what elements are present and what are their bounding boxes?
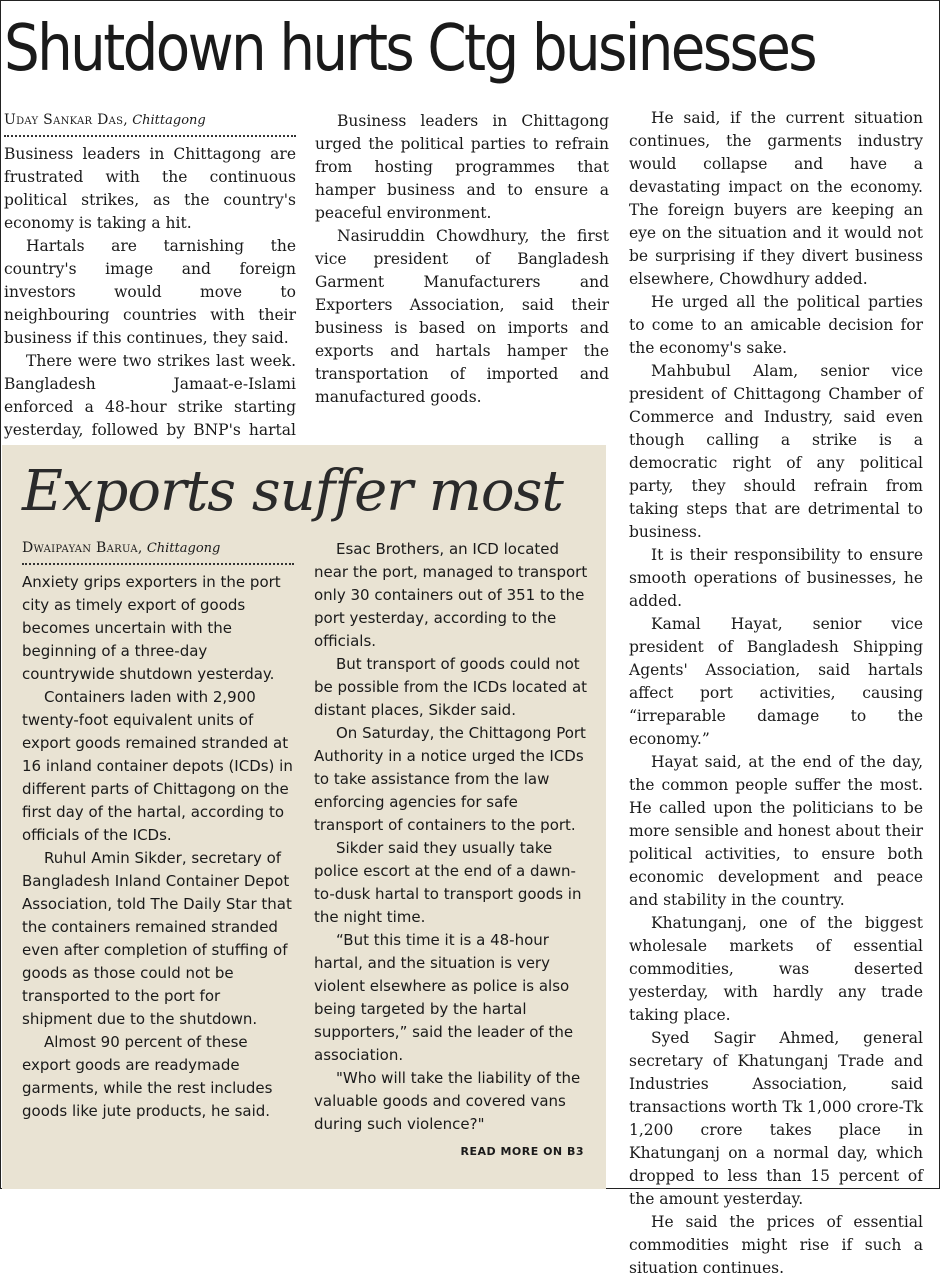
paragraph: Business leaders in Chittagong urged the political parties to refrain from hosting programmes that hamper business and to ensure a peaceful environment. [315, 112, 609, 222]
sidebar-column-2 [314, 538, 590, 1178]
main-byline [4, 110, 296, 131]
main-story-column-2 [315, 110, 609, 440]
paragraph: Business leaders in Chittagong are frustrated with the continuous political strikes, as the country's economy is taking a hit. [4, 145, 296, 232]
main-byline-name: Uday Sankar Das, [4, 112, 129, 128]
paragraph: Hayat said, at the end of the day, the common people suffer the most. He called upon the politicians to be more sensible and honest about their political activities, to ensure both economic development and peace and stability in the country. [629, 753, 923, 909]
paragraph: He said, if the current situation continues, the garments industry would collapse and have a devastating impact on the economy. The foreign buyers are keeping an eye on the situation and it would not be surprising if they divert business elsewhere, Chowdhury added. [629, 109, 923, 288]
paragraph: But transport of goods could not be possible from the ICDs located at distant places, Sikder said. [314, 655, 588, 719]
read-more-link[interactable]: READ MORE ON B3 [460, 1145, 584, 1158]
paragraph: It is their responsibility to ensure smooth operations of businesses, he added. [629, 546, 923, 610]
paragraph: Nasiruddin Chowdhury, the first vice president of Bangladesh Garment Manufacturers and Exporters Association, said their business is based on imports and exports and hartals hamper the transportation of imported and manufactured goods. [315, 227, 609, 406]
sidebar-byline-place: Chittagong [146, 541, 221, 556]
paragraph: Hartals are tarnishing the country's image and foreign investors would move to neighbouring countries with their business if this continues, they said. [4, 237, 296, 347]
paragraph: Ruhul Amin Sikder, secretary of Bangladesh Inland Container Depot Association, told The Daily Star that the containers remained stranded even after completion of stuffing of goods as those could not be transported to the port for shipment due to the shutdown. [22, 849, 292, 1028]
paragraph: On Saturday, the Chittagong Port Authority in a notice urged the ICDs to take assistance from the law enforcing agencies for safe transport of containers to the port. [314, 724, 586, 834]
paragraph: Esac Brothers, an ICD located near the port, managed to transport only 30 containers out of 351 to the port yesterday, according to the officials. [314, 540, 588, 650]
sidebar-column-1 [22, 538, 294, 1178]
sidebar-byline [22, 538, 294, 559]
sidebar-byline-name: Dwaipayan Barua, [22, 540, 143, 556]
byline-divider [4, 131, 296, 137]
paragraph: Kamal Hayat, senior vice president of Bangladesh Shipping Agents' Association, said hartals affect port activities, causing “irreparable damage to the economy.” [629, 615, 923, 748]
main-story-column-3 [629, 107, 923, 1277]
paragraph: Syed Sagir Ahmed, general secretary of Khatunganj Trade and Industries Association, said transactions worth Tk 1,000 crore-Tk 1,200 crore takes place in Khatunganj on a normal day, which dropped to less than 15 percent of the amount yesterday. [629, 1029, 923, 1208]
paragraph: “But this time it is a 48-hour hartal, and the situation is very violent elsewhere as police is also being targeted by the hartal supporters,” said the leader of the association. [314, 931, 574, 1064]
paragraph: Containers laden with 2,900 twenty-foot equivalent units of export goods remained stranded at 16 inland container depots (ICDs) in different parts of Chittagong on the first day of the hartal, according to officials of the ICDs. [22, 688, 293, 844]
paragraph: He said the prices of essential commodities might rise if such a situation continues. [629, 1213, 923, 1277]
paragraph: Sikder said they usually take police escort at the end of a dawn-to-dusk hartal to transport goods in the night time. [314, 839, 582, 926]
paragraph: Khatunganj, one of the biggest wholesale markets of essential commodities, was deserted yesterday, with hardly any trade taking place. [629, 914, 923, 1024]
byline-divider [22, 559, 294, 565]
paragraph: Anxiety grips exporters in the port city as timely export of goods becomes uncertain with the beginning of a three-day countrywide shutdown yesterday. [22, 573, 281, 683]
main-byline-place: Chittagong [132, 113, 206, 128]
main-story-column-1 [4, 110, 296, 440]
paragraph: "Who will take the liability of the valuable goods and covered vans during such violence?" [314, 1069, 581, 1133]
paragraph: Mahbubul Alam, senior vice president of Chittagong Chamber of Commerce and Industry, said even though calling a strike is a democratic right of any political party, they should refrain from taking steps that are detrimental to business. [629, 362, 923, 541]
paragraph: There were two strikes last week. Bangladesh Jamaat-e-Islami enforced a 48-hour strike starting yesterday, followed by BNP's hartal [4, 352, 296, 439]
headline: Shutdown hurts Ctg businesses [4, 12, 815, 86]
paragraph: He urged all the political parties to come to an amicable decision for the economy's sake. [629, 293, 923, 357]
sidebar-title: Exports suffer most [22, 459, 563, 524]
paragraph: Almost 90 percent of these export goods are readymade garments, while the rest includes goods like jute products, he said. [22, 1033, 273, 1120]
